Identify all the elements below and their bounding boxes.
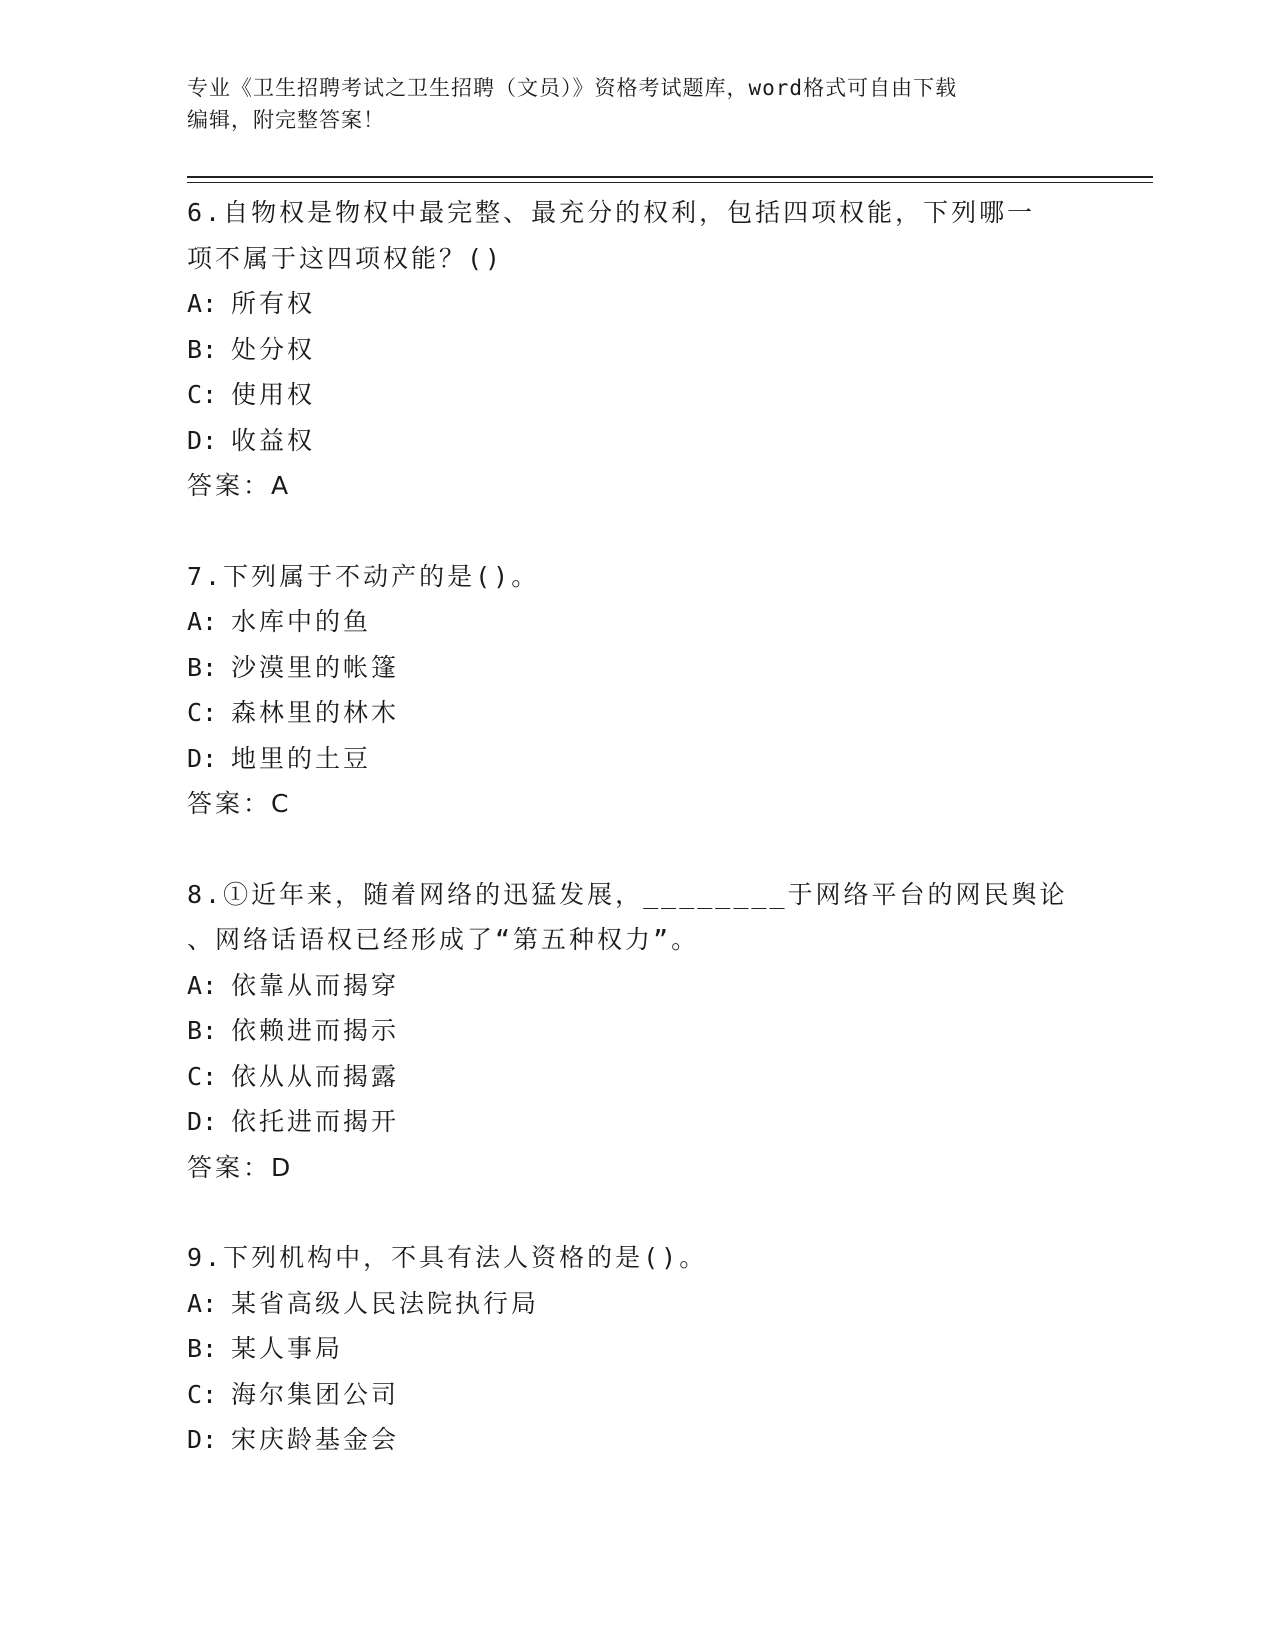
- question-spacer: [187, 509, 1087, 554]
- option-key: D:: [187, 1425, 218, 1454]
- option-text: 依从从而揭露: [231, 1061, 400, 1091]
- header-divider-thick: [187, 176, 1153, 178]
- question-7: [187, 554, 1087, 827]
- option-text: 处分权: [231, 334, 316, 364]
- option-key: A:: [187, 289, 218, 318]
- option-c: [187, 1372, 1087, 1418]
- option-key: C:: [187, 698, 218, 727]
- header-line-1: 专业《卫生招聘考试之卫生招聘（文员）》资格考试题库，word格式可自由下载: [187, 76, 958, 100]
- option-text: 某省高级人民法院执行局: [231, 1288, 540, 1318]
- option-b: [187, 327, 1087, 373]
- question-stem-line-1: 7.下列属于不动产的是()。: [187, 561, 540, 591]
- question-stem-line-2: 项不属于这四项权能？(): [187, 243, 504, 273]
- option-text: 沙漠里的帐篷: [231, 652, 400, 682]
- option-a: [187, 963, 1087, 1009]
- option-d: [187, 1417, 1087, 1463]
- option-text: 收益权: [231, 425, 316, 455]
- option-a: [187, 599, 1087, 645]
- question-list: [187, 190, 1087, 1463]
- option-key: B:: [187, 334, 218, 364]
- option-text: 所有权: [231, 289, 316, 318]
- option-text: 依托进而揭开: [231, 1107, 400, 1136]
- option-b: [187, 1326, 1087, 1372]
- document-header: [187, 72, 1087, 136]
- option-c: [187, 372, 1087, 418]
- question-stem-line-1: 8.①近年来，随着网络的迅猛发展，________于网络平台的网民舆论: [187, 879, 1068, 909]
- option-key: A:: [187, 1288, 218, 1318]
- option-text: 森林里的林木: [231, 698, 400, 727]
- header-divider-thin: [187, 182, 1153, 183]
- option-key: D:: [187, 425, 218, 455]
- option-d: [187, 1099, 1087, 1145]
- question-spacer: [187, 1190, 1087, 1235]
- option-key: C:: [187, 1379, 218, 1409]
- option-key: C:: [187, 380, 218, 409]
- question-stem-line-1: 9.下列机构中，不具有法人资格的是()。: [187, 1243, 708, 1272]
- answer-line: 答案：C: [187, 789, 292, 818]
- option-key: B:: [187, 652, 218, 682]
- option-text: 依赖进而揭示: [231, 1016, 400, 1045]
- question-stem-line-2: 、网络话语权已经形成了“第五种权力”。: [187, 925, 700, 954]
- option-text: 宋庆龄基金会: [231, 1425, 400, 1454]
- option-a: [187, 281, 1087, 327]
- option-text: 海尔集团公司: [231, 1379, 400, 1409]
- option-key: A:: [187, 970, 218, 1000]
- answer-line: 答案：D: [187, 1152, 294, 1182]
- option-key: C:: [187, 1061, 218, 1091]
- option-key: A:: [187, 607, 218, 636]
- question-9: [187, 1235, 1087, 1463]
- option-text: 使用权: [231, 380, 316, 409]
- option-text: 某人事局: [231, 1334, 344, 1363]
- option-key: D:: [187, 743, 218, 773]
- question-spacer: [187, 827, 1087, 872]
- question-stem-line-1: 6.自物权是物权中最完整、最充分的权利，包括四项权能，下列哪一: [187, 198, 1036, 227]
- option-key: B:: [187, 1016, 218, 1045]
- header-line-2: 编辑，附完整答案！: [187, 108, 385, 132]
- option-c: [187, 690, 1087, 736]
- answer-line: 答案：A: [187, 471, 292, 500]
- option-d: [187, 418, 1087, 464]
- option-a: [187, 1281, 1087, 1327]
- option-key: D:: [187, 1107, 218, 1136]
- option-b: [187, 645, 1087, 691]
- question-6: [187, 190, 1087, 509]
- option-text: 地里的土豆: [231, 743, 372, 773]
- option-c: [187, 1054, 1087, 1100]
- option-b: [187, 1008, 1087, 1054]
- option-key: B:: [187, 1334, 218, 1363]
- option-text: 依靠从而揭穿: [231, 970, 400, 1000]
- option-text: 水库中的鱼: [231, 607, 372, 636]
- option-d: [187, 736, 1087, 782]
- question-8: [187, 872, 1087, 1191]
